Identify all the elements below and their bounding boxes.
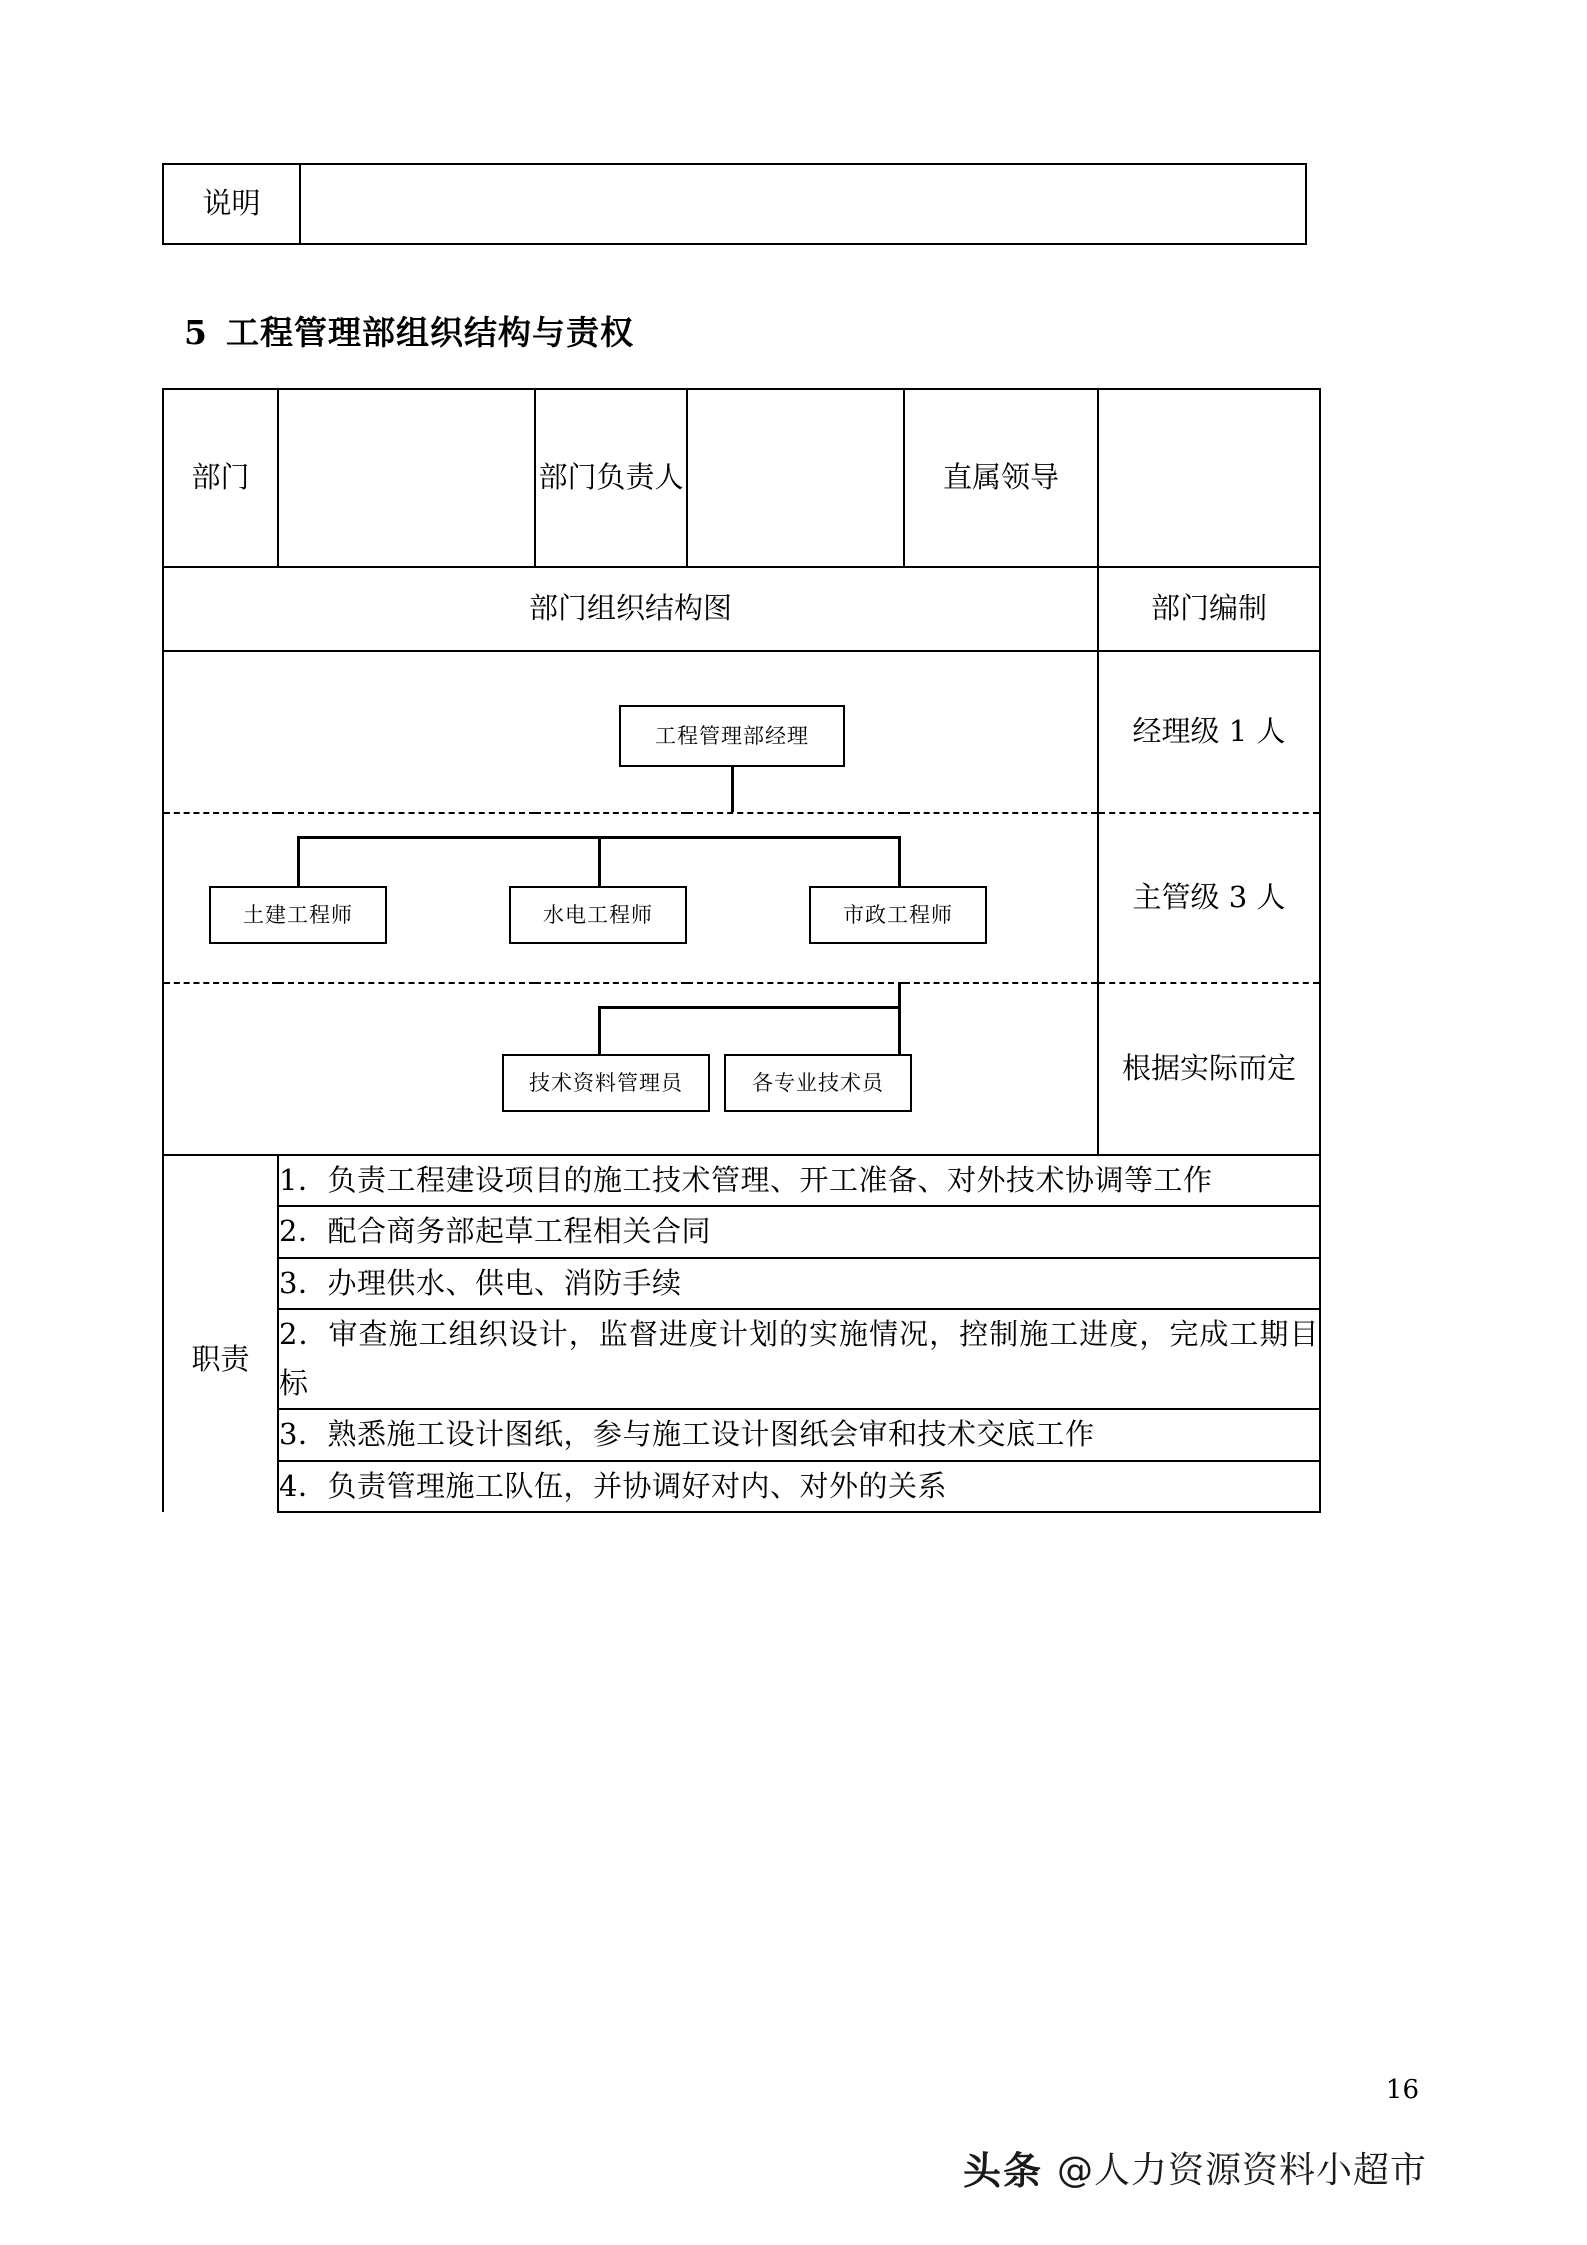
note-value-cell <box>300 164 1306 244</box>
watermark <box>963 2140 1427 2195</box>
watermark-text: @人力资源资料小超市 <box>1056 2150 1427 2191</box>
table-row-org-level2 <box>163 813 1320 983</box>
org-connector-drop-5 <box>898 984 901 1054</box>
org-connector-drop-1 <box>297 836 300 886</box>
duties-label: 职责 <box>163 1309 278 1410</box>
duties-label-top <box>163 1155 278 1309</box>
note-table <box>162 163 1307 245</box>
headcount-title: 部门编制 <box>1098 567 1320 651</box>
duties-label-bottom <box>163 1409 278 1512</box>
org-chart-level2-cell <box>163 813 1098 983</box>
header-supervisor-label: 直属领导 <box>904 389 1098 567</box>
org-box-technical-archivist: 技术资料管理员 <box>502 1054 710 1112</box>
table-row <box>163 164 1306 244</box>
section-heading <box>184 307 1307 354</box>
org-connector-bus-level3 <box>598 1006 900 1009</box>
org-connector-manager-down <box>731 767 734 812</box>
table-row-duty-3 <box>163 1258 1320 1309</box>
org-chart-level3-cell <box>163 983 1098 1155</box>
table-row-orgchart-title <box>163 567 1320 651</box>
duty-item-3: 3．办理供水、供电、消防手续 <box>278 1258 1320 1309</box>
org-canvas-level3 <box>164 984 1097 1154</box>
org-box-civil-engineer: 土建工程师 <box>209 886 387 944</box>
org-chart-title: 部门组织结构图 <box>163 567 1098 651</box>
headcount-row-1: 经理级 1 人 <box>1098 651 1320 813</box>
headcount-row-3: 根据实际而定 <box>1098 983 1320 1155</box>
duty-item-6: 4．负责管理施工队伍，并协调好对内、对外的关系 <box>278 1461 1320 1512</box>
org-box-technicians: 各专业技术员 <box>724 1054 912 1112</box>
org-canvas-level2 <box>164 814 1097 982</box>
header-supervisor-value <box>1098 389 1320 567</box>
table-row-duty-2 <box>163 1206 1320 1257</box>
headcount-row-2: 主管级 3 人 <box>1098 813 1320 983</box>
duty-item-4: 2．审查施工组织设计，监督进度计划的实施情况，控制施工进度，完成工期目标 <box>278 1309 1320 1410</box>
page-number: 16 <box>1385 2075 1419 2105</box>
table-row-duty-1 <box>163 1155 1320 1206</box>
section-title: 工程管理部组织结构与责权 <box>225 313 634 352</box>
org-canvas-level1 <box>164 652 1097 812</box>
table-row-org-level1 <box>163 651 1320 813</box>
org-box-municipal-engineer: 市政工程师 <box>809 886 987 944</box>
org-box-mep-engineer: 水电工程师 <box>509 886 687 944</box>
header-department-value <box>278 389 535 567</box>
org-connector-drop-2 <box>598 836 601 886</box>
note-label-cell: 说明 <box>163 164 300 244</box>
department-table <box>162 388 1321 1513</box>
table-row-header <box>163 389 1320 567</box>
header-head-label: 部门负责人 <box>535 389 687 567</box>
org-box-manager: 工程管理部经理 <box>619 705 845 767</box>
watermark-logo: 头条 <box>962 2149 1043 2193</box>
page-content <box>162 163 1319 1513</box>
header-department-label: 部门 <box>163 389 278 567</box>
table-row-duty-5 <box>163 1409 1320 1460</box>
org-connector-drop-3 <box>898 836 901 886</box>
duty-item-5: 3．熟悉施工设计图纸，参与施工设计图纸会审和技术交底工作 <box>278 1409 1320 1460</box>
duty-item-2: 2．配合商务部起草工程相关合同 <box>278 1206 1320 1257</box>
org-connector-drop-4 <box>598 1006 601 1054</box>
section-number: 5 <box>184 313 208 352</box>
table-row-duty-4 <box>163 1309 1320 1410</box>
duty-item-1: 1．负责工程建设项目的施工技术管理、开工准备、对外技术协调等工作 <box>278 1155 1320 1206</box>
org-chart-level1-cell <box>163 651 1098 813</box>
header-head-value <box>687 389 904 567</box>
table-row-duty-6 <box>163 1461 1320 1512</box>
table-row-org-level3 <box>163 983 1320 1155</box>
